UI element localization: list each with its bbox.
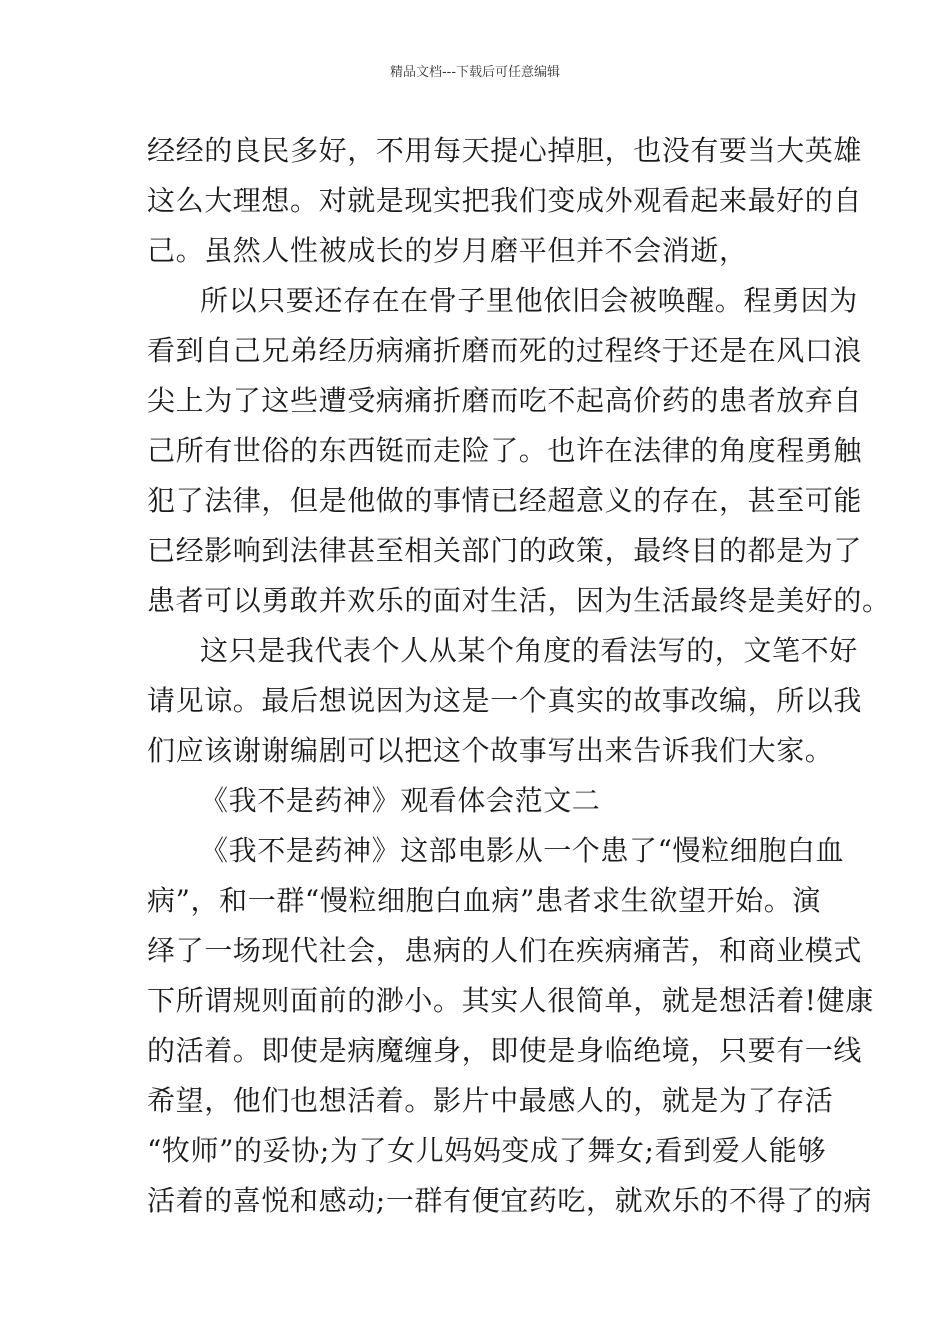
text-line: 请见谅。最后想说因为这是一个真实的故事改编，所以我 [147, 684, 863, 717]
text-line: 这么大理想。对就是现实把我们变成外观看起来最好的自 [147, 184, 863, 217]
text-line: “牧师”的妥协;为了女儿妈妈变成了舞女;看到爱人能够 [147, 1134, 827, 1167]
text-line: 患者可以勇敢并欢乐的面对生活，因为生活最终是美好的。 [147, 584, 891, 617]
section-heading: 《我不是药神》观看体会范文二 [200, 784, 601, 817]
text-line: 下所谓规则面前的渺小。其实人很简单，就是想活着!健康 [147, 984, 874, 1017]
page-header: 精品文档---下载后可任意编辑 [389, 65, 561, 80]
text-line: 活着的喜悦和感动;一群有便宜药吃，就欢乐的不得了的病 [147, 1184, 873, 1217]
document-body [147, 126, 891, 1226]
text-line: 看到自己兄弟经历病痛折磨而死的过程终于还是在风口浪 [147, 334, 863, 367]
text-line: 经经的良民多好，不用每天提心掉胆，也没有要当大英雄 [147, 134, 863, 167]
paragraph-start-line: 《我不是药神》这部电影从一个患了“慢粒细胞白血 [200, 834, 845, 867]
text-line: 犯了法律，但是他做的事情已经超意义的存在，甚至可能 [147, 484, 863, 517]
paragraph-start-line: 所以只要还存在在骨子里他依旧会被唤醒。程勇因为 [200, 284, 858, 317]
text-line: 们应该谢谢编剧可以把这个故事写出来告诉我们大家。 [147, 734, 834, 767]
text-line: 绎了一场现代社会，患病的人们在疾病痛苦，和商业模式 [147, 934, 863, 967]
text-line: 己。虽然人性被成长的岁月磨平但并不会消逝， [147, 234, 748, 267]
paragraph-start-line: 这只是我代表个人从某个角度的看法写的，文笔不好 [200, 634, 858, 667]
text-line: 病”，和一群“慢粒细胞白血病”患者求生欲望开始。演 [147, 884, 821, 917]
text-line: 已经影响到法律甚至相关部门的政策，最终目的都是为了 [147, 534, 863, 567]
text-line: 己所有世俗的东西铤而走险了。也许在法律的角度程勇触 [147, 434, 863, 467]
text-line: 希望，他们也想活着。影片中最感人的，就是为了存活 [147, 1084, 834, 1117]
text-line: 尖上为了这些遭受病痛折磨而吃不起高价药的患者放弃自 [147, 384, 863, 417]
text-line: 的活着。即使是病魔缠身，即使是身临绝境，只要有一线 [147, 1034, 863, 1067]
